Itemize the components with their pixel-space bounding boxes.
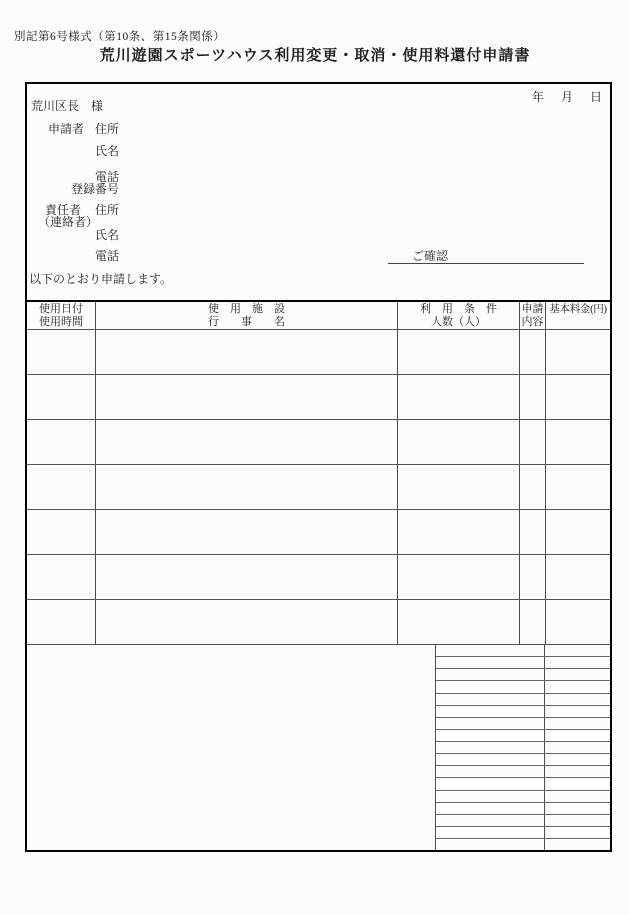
office-use-cell [545,694,610,705]
office-use-row [436,815,610,827]
applicant-address-label: 住所 [95,122,120,136]
office-use-cell [545,706,610,717]
office-use-cell [545,669,610,680]
conditions-line1: 利 用 条 件 [420,303,497,315]
office-use-cell [436,706,545,717]
applicant-phone-label: 電話 [95,170,120,184]
office-use-row [436,754,610,766]
table-cell-empty [398,375,520,420]
office-use-row [436,669,610,681]
applicant-name-label: 氏名 [95,144,120,158]
table-cell-empty [96,465,398,510]
office-use-cell [436,791,545,802]
office-use-cell [436,742,545,753]
usage-date-line1: 使用日付 [39,303,83,315]
table-cell-empty [520,600,546,645]
table-cell-empty [546,420,610,465]
date-day-label: 日 [589,90,602,104]
office-use-row [436,718,610,730]
office-use-cell [436,815,545,826]
table-cell-empty [96,375,398,420]
manager-address-label: 住所 [95,203,120,217]
declaration-text: 以下のとおり申請します。 [29,272,173,286]
office-use-cell [436,778,545,789]
office-use-cell [436,681,545,692]
table-cell-empty [96,510,398,555]
office-use-cell [545,754,610,765]
office-use-cell [545,730,610,741]
table-cell-empty [546,555,610,600]
office-use-row [436,645,610,657]
table-cell-empty [96,420,398,465]
usage-date-line2: 使用時間 [39,316,83,328]
office-use-cell [436,766,545,777]
office-use-row [436,742,610,754]
office-use-cell [545,778,610,789]
form-outer-box [25,82,612,852]
table-cell-empty [520,330,546,375]
office-use-cell [436,645,545,656]
table-cell-empty [27,510,96,555]
office-use-row [436,730,610,742]
office-use-cell [436,803,545,814]
office-use-row [436,827,610,839]
facility-line2: 行 事 名 [208,316,285,328]
table-cell-empty [398,510,520,555]
table-cell-empty [520,465,546,510]
office-use-row [436,766,610,778]
col-header-facility [96,302,398,330]
addressee-label: 荒川区長 様 [31,99,104,113]
table-cell-empty [27,375,96,420]
office-use-cell [545,827,610,838]
office-use-cell [545,645,610,656]
office-use-cell [545,657,610,668]
table-cell-empty [546,600,610,645]
manager-phone-label: 電話 [95,249,120,263]
col-header-fee [546,302,610,330]
manager-role-label: 責任者 [45,203,82,217]
notes-area [27,645,435,850]
table-cell-empty [27,465,96,510]
col-header-usage-date [27,302,96,330]
col-header-request [520,302,546,330]
registration-number-label: 登録番号 [71,182,120,196]
confirm-underline-field [388,250,584,264]
table-cell-empty [27,555,96,600]
table-cell-empty [398,600,520,645]
table-cell-empty [27,420,96,465]
table-cell-empty [96,330,398,375]
table-cell-empty [546,465,610,510]
office-use-cell [545,718,610,729]
form-lower-section [27,645,610,850]
request-line1: 申請 [521,303,544,315]
table-cell-empty [520,375,546,420]
table-cell-empty [520,420,546,465]
table-cell-empty [546,375,610,420]
office-use-row [436,803,610,815]
office-use-row [436,706,610,718]
manager-role-note-label: （連絡者） [38,215,99,229]
office-use-cell [545,766,610,777]
request-line2: 内容 [521,316,544,328]
application-table [27,300,610,645]
table-cell-empty [96,600,398,645]
table-cell-empty [520,510,546,555]
form-number-note: 別記第6号様式（第10条、第15条関係） [14,31,226,43]
office-use-cell [436,839,545,850]
office-use-cell [436,694,545,705]
table-cell-empty [96,555,398,600]
office-use-cell [436,827,545,838]
table-cell-empty [398,555,520,600]
office-use-row [436,657,610,669]
document-title: 荒川遊園スポーツハウス利用変更・取消・使用料還付申請書 [99,47,531,64]
office-use-cell [545,681,610,692]
office-use-cell [545,742,610,753]
office-use-row [436,778,610,790]
office-use-cell [545,791,610,802]
col-header-conditions [398,302,520,330]
table-cell-empty [398,330,520,375]
date-month-label: 月 [560,90,573,104]
facility-line1: 使 用 施 設 [208,303,285,315]
office-use-cell [436,718,545,729]
office-use-cell [545,839,610,850]
fee-line1: 基本料金(円) [549,304,607,315]
table-cell-empty [546,330,610,375]
table-cell-empty [546,510,610,555]
table-cell-empty [520,555,546,600]
office-use-cell [436,669,545,680]
office-use-cell [436,657,545,668]
conditions-line2: 人数（人） [431,316,486,328]
office-use-cell [545,815,610,826]
office-use-cell [545,803,610,814]
date-field [532,88,602,105]
form-header-section [27,84,610,300]
office-use-cell [436,730,545,741]
office-use-cell [436,754,545,765]
confirm-label: ご確認 [412,249,449,263]
office-use-row [436,681,610,693]
manager-name-label: 氏名 [95,228,120,242]
office-use-row [436,839,610,850]
office-use-row [436,694,610,706]
office-use-row [436,791,610,803]
table-cell-empty [27,600,96,645]
date-year-label: 年 [531,90,544,104]
applicant-role-label: 申請者 [48,122,85,136]
table-cell-empty [27,330,96,375]
office-use-table [435,645,610,850]
table-cell-empty [398,420,520,465]
table-cell-empty [398,465,520,510]
